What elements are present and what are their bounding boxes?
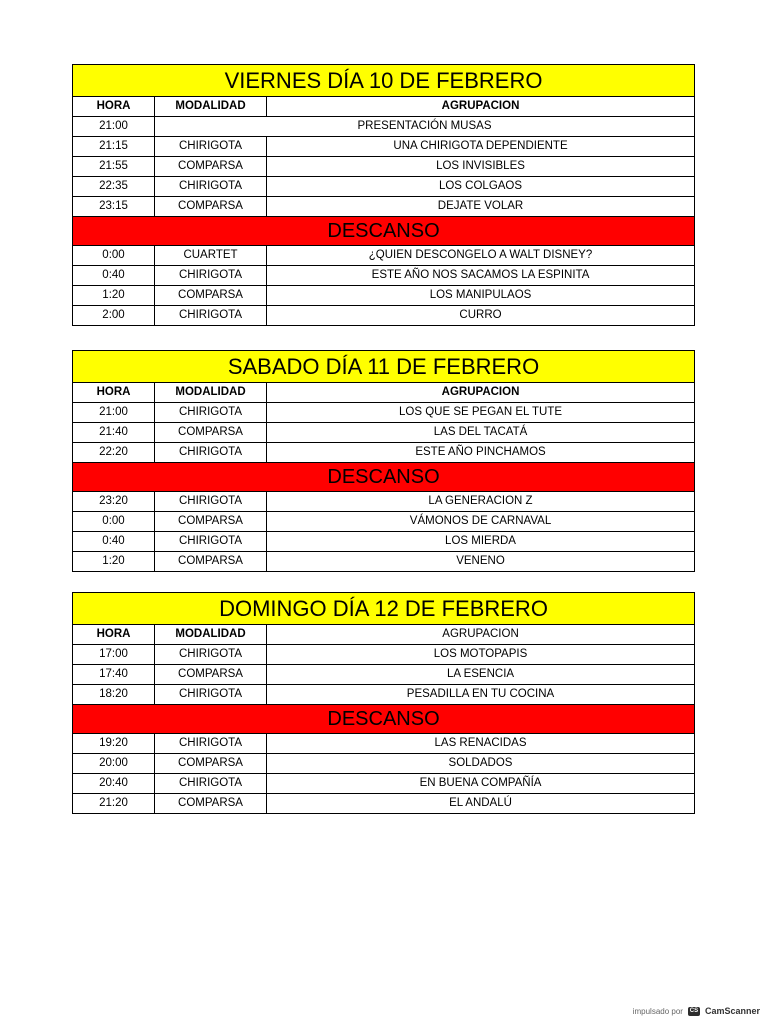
header-hora: HORA bbox=[73, 383, 155, 403]
cell-agrupacion: PRESENTACIÓN MUSAS bbox=[155, 117, 695, 137]
break-label: DESCANSO bbox=[73, 463, 695, 492]
table-row bbox=[73, 117, 695, 137]
header-modalidad: MODALIDAD bbox=[155, 625, 267, 645]
cell-hora: 0:40 bbox=[73, 266, 155, 286]
cell-modalidad: CHIRIGOTA bbox=[155, 403, 267, 423]
cell-modalidad: CHIRIGOTA bbox=[155, 177, 267, 197]
table-row bbox=[73, 137, 695, 157]
header-agrupacion: AGRUPACION bbox=[267, 383, 695, 403]
table-row bbox=[73, 532, 695, 552]
cell-modalidad: CHIRIGOTA bbox=[155, 685, 267, 705]
day-title-row bbox=[73, 351, 695, 383]
cell-modalidad: CUARTET bbox=[155, 246, 267, 266]
day-title: VIERNES DÍA 10 DE FEBRERO bbox=[73, 65, 695, 97]
table-row bbox=[73, 492, 695, 512]
schedule-table-sabado bbox=[72, 350, 695, 572]
table-row bbox=[73, 177, 695, 197]
cell-agrupacion: EN BUENA COMPAÑÍA bbox=[267, 774, 695, 794]
cell-agrupacion: LOS COLGAOS bbox=[267, 177, 695, 197]
cell-modalidad: COMPARSA bbox=[155, 157, 267, 177]
header-row bbox=[73, 383, 695, 403]
cell-hora: 1:20 bbox=[73, 286, 155, 306]
cell-agrupacion: ESTE AÑO NOS SACAMOS LA ESPINITA bbox=[267, 266, 695, 286]
cell-hora: 2:00 bbox=[73, 306, 155, 326]
cell-agrupacion: ¿QUIEN DESCONGELO A WALT DISNEY? bbox=[267, 246, 695, 266]
header-hora: HORA bbox=[73, 97, 155, 117]
table-row bbox=[73, 685, 695, 705]
cell-hora: 20:40 bbox=[73, 774, 155, 794]
cell-agrupacion: UNA CHIRIGOTA DEPENDIENTE bbox=[267, 137, 695, 157]
cell-modalidad: CHIRIGOTA bbox=[155, 532, 267, 552]
cell-hora: 17:00 bbox=[73, 645, 155, 665]
cell-agrupacion: ESTE AÑO PINCHAMOS bbox=[267, 443, 695, 463]
header-modalidad: MODALIDAD bbox=[155, 383, 267, 403]
cell-agrupacion: LOS INVISIBLES bbox=[267, 157, 695, 177]
cell-modalidad: COMPARSA bbox=[155, 794, 267, 814]
cell-hora: 0:00 bbox=[73, 512, 155, 532]
table-row bbox=[73, 665, 695, 685]
cell-modalidad: CHIRIGOTA bbox=[155, 645, 267, 665]
header-modalidad: MODALIDAD bbox=[155, 97, 267, 117]
cell-hora: 19:20 bbox=[73, 734, 155, 754]
day-title-row bbox=[73, 593, 695, 625]
cell-modalidad: COMPARSA bbox=[155, 552, 267, 572]
cell-agrupacion: LAS DEL TACATÁ bbox=[267, 423, 695, 443]
cell-hora: 0:00 bbox=[73, 246, 155, 266]
table-row bbox=[73, 645, 695, 665]
cell-agrupacion: SOLDADOS bbox=[267, 754, 695, 774]
table-row bbox=[73, 734, 695, 754]
cell-agrupacion: LOS MANIPULAOS bbox=[267, 286, 695, 306]
cell-modalidad: COMPARSA bbox=[155, 754, 267, 774]
cell-agrupacion: CURRO bbox=[267, 306, 695, 326]
cell-agrupacion: VENENO bbox=[267, 552, 695, 572]
day-title-row bbox=[73, 65, 695, 97]
cell-hora: 0:40 bbox=[73, 532, 155, 552]
table-row bbox=[73, 512, 695, 532]
cell-hora: 23:20 bbox=[73, 492, 155, 512]
cell-hora: 21:00 bbox=[73, 403, 155, 423]
break-row bbox=[73, 463, 695, 492]
cell-hora: 21:00 bbox=[73, 117, 155, 137]
cell-hora: 21:15 bbox=[73, 137, 155, 157]
header-row bbox=[73, 625, 695, 645]
table-row bbox=[73, 774, 695, 794]
cell-hora: 21:55 bbox=[73, 157, 155, 177]
cell-modalidad: CHIRIGOTA bbox=[155, 774, 267, 794]
cell-hora: 17:40 bbox=[73, 665, 155, 685]
cell-agrupacion: LOS MIERDA bbox=[267, 532, 695, 552]
cell-modalidad: CHIRIGOTA bbox=[155, 443, 267, 463]
cell-modalidad: COMPARSA bbox=[155, 512, 267, 532]
cell-modalidad: CHIRIGOTA bbox=[155, 266, 267, 286]
cell-agrupacion: VÁMONOS DE CARNAVAL bbox=[267, 512, 695, 532]
table-row bbox=[73, 443, 695, 463]
cell-modalidad: CHIRIGOTA bbox=[155, 137, 267, 157]
table-row bbox=[73, 794, 695, 814]
header-agrupacion: AGRUPACION bbox=[267, 625, 695, 645]
day-title: SABADO DÍA 11 DE FEBRERO bbox=[73, 351, 695, 383]
cell-hora: 21:20 bbox=[73, 794, 155, 814]
cell-hora: 20:00 bbox=[73, 754, 155, 774]
watermark-prefix: impulsado por bbox=[632, 1006, 683, 1016]
break-label: DESCANSO bbox=[73, 217, 695, 246]
header-hora: HORA bbox=[73, 625, 155, 645]
cell-modalidad: COMPARSA bbox=[155, 286, 267, 306]
header-row bbox=[73, 97, 695, 117]
cell-agrupacion: LAS RENACIDAS bbox=[267, 734, 695, 754]
cell-modalidad: COMPARSA bbox=[155, 197, 267, 217]
schedule-table-viernes bbox=[72, 64, 695, 326]
cell-modalidad: CHIRIGOTA bbox=[155, 492, 267, 512]
cell-agrupacion: EL ANDALÚ bbox=[267, 794, 695, 814]
day-title: DOMINGO DÍA 12 DE FEBRERO bbox=[73, 593, 695, 625]
table-row bbox=[73, 306, 695, 326]
camscanner-watermark bbox=[633, 1006, 760, 1016]
camscanner-logo-icon: CS bbox=[689, 1007, 699, 1014]
cell-agrupacion: LOS QUE SE PEGAN EL TUTE bbox=[267, 403, 695, 423]
table-row bbox=[73, 197, 695, 217]
header-agrupacion: AGRUPACION bbox=[267, 97, 695, 117]
cell-hora: 22:35 bbox=[73, 177, 155, 197]
break-label: DESCANSO bbox=[73, 705, 695, 734]
cell-hora: 18:20 bbox=[73, 685, 155, 705]
table-row bbox=[73, 266, 695, 286]
break-row bbox=[73, 217, 695, 246]
cell-agrupacion: LA ESENCIA bbox=[267, 665, 695, 685]
cell-agrupacion: LOS MOTOPAPIS bbox=[267, 645, 695, 665]
cell-agrupacion: LA GENERACION Z bbox=[267, 492, 695, 512]
table-row bbox=[73, 403, 695, 423]
cell-hora: 21:40 bbox=[73, 423, 155, 443]
break-row bbox=[73, 705, 695, 734]
cell-modalidad: COMPARSA bbox=[155, 423, 267, 443]
table-row bbox=[73, 552, 695, 572]
cell-modalidad: COMPARSA bbox=[155, 665, 267, 685]
cell-agrupacion: PESADILLA EN TU COCINA bbox=[267, 685, 695, 705]
cell-modalidad: CHIRIGOTA bbox=[155, 734, 267, 754]
table-row bbox=[73, 423, 695, 443]
cell-modalidad: CHIRIGOTA bbox=[155, 306, 267, 326]
table-row bbox=[73, 754, 695, 774]
cell-hora: 1:20 bbox=[73, 552, 155, 572]
table-row bbox=[73, 286, 695, 306]
table-row bbox=[73, 246, 695, 266]
table-row bbox=[73, 157, 695, 177]
cell-hora: 22:20 bbox=[73, 443, 155, 463]
cell-hora: 23:15 bbox=[73, 197, 155, 217]
cell-agrupacion: DEJATE VOLAR bbox=[267, 197, 695, 217]
schedule-table-domingo bbox=[72, 592, 695, 814]
watermark-brand: CamScanner bbox=[704, 1006, 760, 1016]
